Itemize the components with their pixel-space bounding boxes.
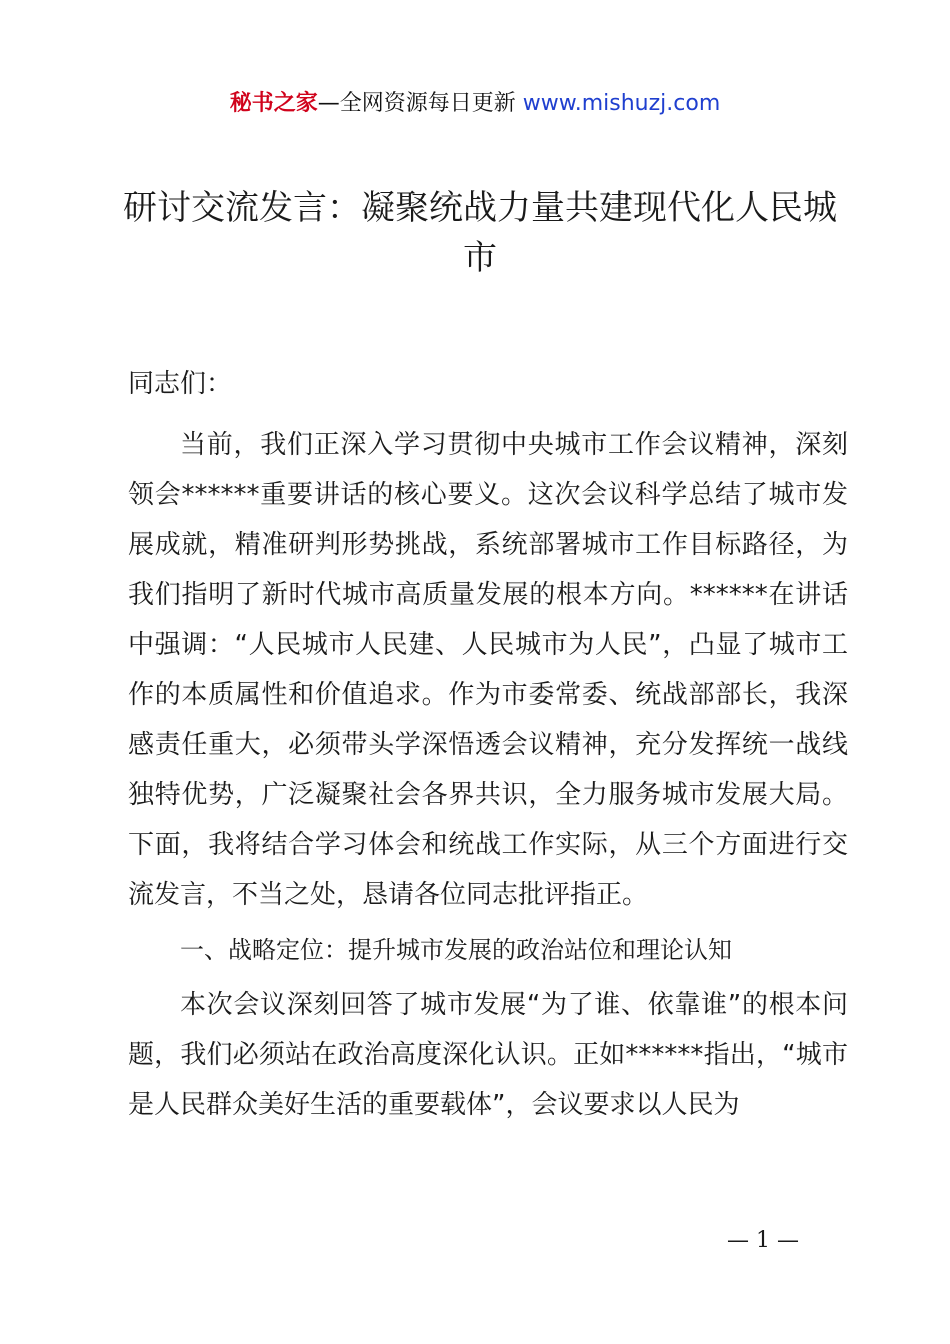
site-banner	[0, 88, 950, 120]
document-body	[128, 420, 848, 1130]
document-title: 研讨交流发言：凝聚统战力量共建现代化人民城市	[123, 188, 837, 278]
salutation: 同志们：	[128, 369, 233, 399]
section-heading-1: 一、战略定位：提升城市发展的政治站位和理论认知	[180, 936, 732, 964]
page-number: — 1 —	[727, 1228, 799, 1253]
site-url-link[interactable]: www.mishuzj.com	[522, 91, 721, 116]
brand-name: 秘书之家	[229, 91, 318, 116]
section-1-paragraph: 本次会议深刻回答了城市发展“为了谁、依靠谁”的根本问题，我们必须站在政治高度深化认识。正如******指出，“城市是人民群众美好生活的重要载体”，会议要求以人民为	[128, 990, 848, 1120]
banner-tagline: —全网资源每日更新	[317, 91, 516, 116]
intro-paragraph: 当前，我们正深入学习贯彻中央城市工作会议精神，深刻领会******重要讲话的核心要义。这次会议科学总结了城市发展成就，精准研判形势挑战，系统部署城市工作目标路径，为我们指明了新时代城市高质量发展的根本方向。******在讲话中强调：“人民城市人民建、人民城市为人民”，凸显了城市工作的本质属性和价值追求。作为市委常委、统战部部长，我深感责任重大，必须带头学深悟透会议精神，充分发挥统一战线独特优势，广泛凝聚社会各界共识，全力服务城市发展大局。下面，我将结合学习体会和统战工作实际，从三个方面进行交流发言，不当之处，恳请各位同志批评指正。	[128, 430, 848, 910]
